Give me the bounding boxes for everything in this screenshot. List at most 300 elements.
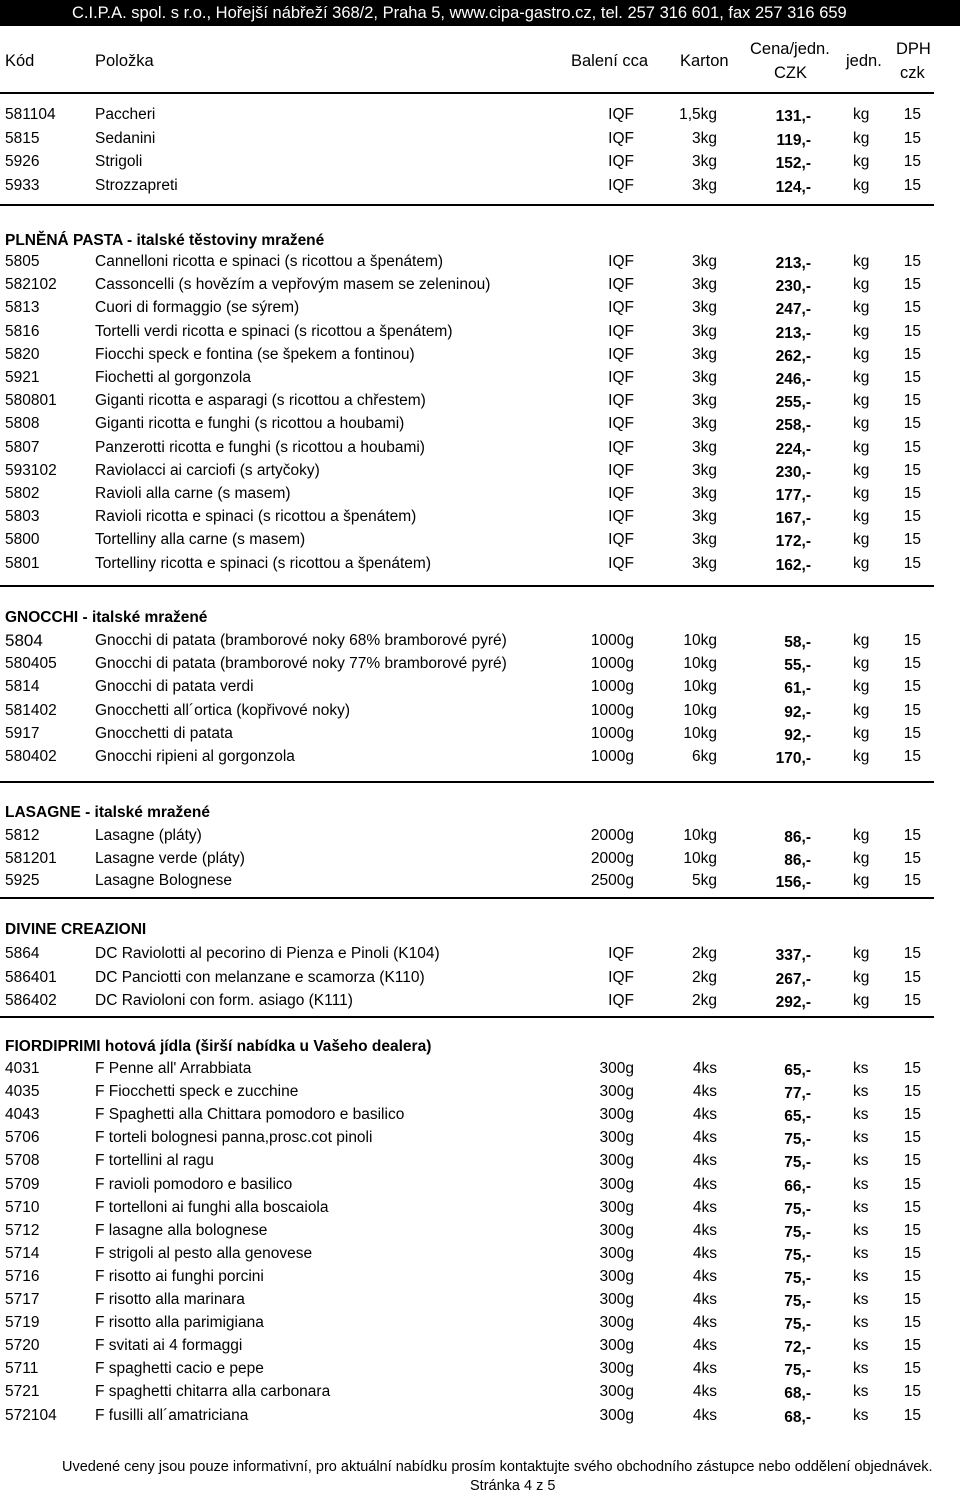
cell-baleni: IQF xyxy=(608,461,634,479)
cell-dph: 15 xyxy=(903,176,921,194)
cell-cena: 247,- xyxy=(775,301,811,319)
cell-cena: 177,- xyxy=(775,487,811,504)
cell-kod: 4035 xyxy=(5,1083,40,1101)
cell-kod: 5800 xyxy=(5,531,40,549)
table-row xyxy=(0,296,960,319)
table-row xyxy=(0,482,960,505)
cell-jedn: ks xyxy=(853,1244,869,1262)
col-cena-line1: Cena/jedn. xyxy=(750,40,830,58)
cell-jedn: kg xyxy=(853,968,870,986)
col-dph-line1: DPH xyxy=(896,40,931,58)
col-cena-line2: CZK xyxy=(774,64,807,82)
cell-karton: 3kg xyxy=(692,176,717,194)
cell-cena: 58,- xyxy=(784,634,811,651)
cell-polozka: F spaghetti cacio e pepe xyxy=(95,1360,264,1378)
cell-karton: 10kg xyxy=(683,849,717,867)
cell-dph: 15 xyxy=(903,1406,921,1424)
cell-jedn: ks xyxy=(853,1267,869,1285)
table-row xyxy=(0,552,960,575)
cell-polozka: Gnocchetti all´ortica (kopřivové noky) xyxy=(95,701,350,719)
cell-karton: 10kg xyxy=(683,827,717,844)
cell-baleni: IQF xyxy=(608,345,634,363)
cell-baleni: IQF xyxy=(608,485,634,502)
table-row xyxy=(0,869,960,892)
cell-baleni: IQF xyxy=(608,276,634,294)
cell-jedn: kg xyxy=(853,369,870,386)
cell-dph: 15 xyxy=(903,1337,921,1355)
cell-jedn: ks xyxy=(853,1152,869,1170)
cell-dph: 15 xyxy=(903,1360,921,1378)
cell-cena: 156,- xyxy=(775,874,811,891)
table-row xyxy=(0,1311,960,1334)
cell-kod: 5708 xyxy=(5,1152,40,1170)
cell-jedn: ks xyxy=(853,1175,869,1193)
cell-karton: 3kg xyxy=(692,322,717,340)
cell-kod: 5714 xyxy=(5,1244,40,1262)
cell-karton: 3kg xyxy=(692,129,717,147)
table-row xyxy=(0,127,960,150)
cell-polozka: F risotto alla parimigiana xyxy=(95,1314,264,1332)
cell-polozka: DC Raviolotti al pecorino di Pienza e Pinoli (K104) xyxy=(95,945,440,962)
cell-jedn: ks xyxy=(853,1406,869,1424)
cell-polozka: F risotto ai funghi porcini xyxy=(95,1267,264,1285)
col-dph-line2: czk xyxy=(900,64,925,82)
divider xyxy=(0,781,934,783)
cell-baleni: 300g xyxy=(599,1337,634,1355)
cell-cena: 75,- xyxy=(784,1131,811,1149)
cell-dph: 15 xyxy=(903,1198,921,1216)
cell-jedn: kg xyxy=(853,415,870,433)
cell-dph: 15 xyxy=(903,129,921,147)
cell-karton: 10kg xyxy=(683,655,717,673)
cell-cena: 213,- xyxy=(775,324,811,342)
table-row xyxy=(0,366,960,389)
cell-jedn: kg xyxy=(853,129,870,147)
table-row xyxy=(0,1057,960,1080)
cell-kod: 5712 xyxy=(5,1221,40,1239)
cell-kod: 5706 xyxy=(5,1129,40,1147)
cell-karton: 1,5kg xyxy=(679,106,717,123)
cell-kod: 5803 xyxy=(5,508,40,526)
cell-karton: 4ks xyxy=(692,1152,717,1170)
table-row xyxy=(0,847,960,870)
cell-dph: 15 xyxy=(903,253,921,270)
cell-karton: 5kg xyxy=(692,872,717,889)
cell-baleni: 300g xyxy=(599,1106,634,1124)
cell-jedn: kg xyxy=(853,322,870,340)
cell-karton: 4ks xyxy=(692,1129,717,1147)
cell-dph: 15 xyxy=(903,153,921,170)
divider xyxy=(0,897,934,899)
cell-cena: 72,- xyxy=(784,1339,811,1357)
table-row xyxy=(0,966,960,989)
cell-cena: 61,- xyxy=(784,680,811,698)
table-row xyxy=(0,320,960,343)
cell-baleni: 300g xyxy=(599,1175,634,1193)
cell-kod: 581201 xyxy=(5,849,57,867)
cell-dph: 15 xyxy=(903,655,921,673)
cell-kod: 5716 xyxy=(5,1267,40,1285)
cell-baleni: IQF xyxy=(608,392,634,410)
cell-cena: 172,- xyxy=(775,533,811,551)
cell-cena: 162,- xyxy=(775,556,811,574)
cell-karton: 4ks xyxy=(692,1267,717,1285)
cell-cena: 213,- xyxy=(775,255,811,272)
cell-baleni: 1000g xyxy=(590,655,634,673)
cell-dph: 15 xyxy=(903,1244,921,1262)
cell-jedn: kg xyxy=(853,253,870,270)
cell-karton: 2kg xyxy=(692,968,717,986)
table-row xyxy=(0,1219,960,1242)
cell-polozka: Gnocchi di patata (bramborové noky 77% bramborové pyré) xyxy=(95,655,507,673)
cell-jedn: kg xyxy=(853,827,870,844)
cell-jedn: kg xyxy=(853,438,870,456)
page-number: Stránka 4 z 5 xyxy=(470,1478,556,1494)
cell-karton: 2kg xyxy=(692,945,717,962)
cell-polozka: Giganti ricotta e asparagi (s ricottou a chřestem) xyxy=(95,392,426,410)
cell-cena: 75,- xyxy=(784,1316,811,1334)
cell-dph: 15 xyxy=(903,1152,921,1170)
cell-cena: 68,- xyxy=(784,1385,811,1403)
table-row xyxy=(0,343,960,366)
cell-baleni: 300g xyxy=(599,1198,634,1216)
divider xyxy=(0,92,934,94)
cell-dph: 15 xyxy=(903,1267,921,1285)
cell-jedn: ks xyxy=(853,1383,869,1401)
cell-cena: 66,- xyxy=(784,1177,811,1195)
table-row xyxy=(0,652,960,675)
table-row xyxy=(0,1080,960,1103)
cell-dph: 15 xyxy=(903,724,921,742)
cell-polozka: Sedanini xyxy=(95,129,156,147)
cell-kod: 5926 xyxy=(5,153,40,170)
cell-cena: 167,- xyxy=(775,510,811,528)
cell-dph: 15 xyxy=(903,827,921,844)
cell-kod: 5813 xyxy=(5,299,40,317)
cell-dph: 15 xyxy=(903,945,921,962)
cell-dph: 15 xyxy=(903,968,921,986)
cell-karton: 2kg xyxy=(692,992,717,1009)
cell-baleni: IQF xyxy=(608,176,634,194)
cell-kod: 5802 xyxy=(5,485,40,502)
col-kod: Kód xyxy=(5,52,35,70)
table-row xyxy=(0,436,960,459)
cell-kod: 5711 xyxy=(5,1360,39,1378)
section-title-divine: DIVINE CREAZIONI xyxy=(5,921,147,938)
cell-jedn: ks xyxy=(853,1083,869,1101)
cell-jedn: kg xyxy=(853,299,870,317)
cell-baleni: 300g xyxy=(599,1244,634,1262)
cell-cena: 75,- xyxy=(784,1269,811,1287)
table-row xyxy=(0,942,960,965)
cell-polozka: DC Panciotti con melanzane e scamorza (K110) xyxy=(95,968,425,986)
table-row xyxy=(0,412,960,435)
cell-polozka: Gnocchetti di patata xyxy=(95,724,233,742)
cell-polozka: Giganti ricotta e funghi (s ricottou a houbami) xyxy=(95,415,405,433)
cell-polozka: Raviolacci ai carciofi (s artyčoky) xyxy=(95,461,320,479)
cell-kod: 5808 xyxy=(5,415,40,433)
cell-dph: 15 xyxy=(903,1129,921,1147)
table-row xyxy=(0,989,960,1012)
cell-dph: 15 xyxy=(903,992,921,1009)
cell-cena: 75,- xyxy=(784,1362,811,1380)
cell-kod: 582102 xyxy=(5,276,57,294)
cell-dph: 15 xyxy=(903,701,921,719)
cell-cena: 119,- xyxy=(776,131,811,149)
cell-kod: 5710 xyxy=(5,1198,40,1216)
cell-dph: 15 xyxy=(903,554,921,572)
cell-kod: 5804 xyxy=(5,631,43,650)
cell-baleni: 300g xyxy=(599,1291,634,1308)
cell-kod: 580405 xyxy=(5,655,57,673)
cell-karton: 10kg xyxy=(683,632,717,649)
cell-jedn: ks xyxy=(853,1060,869,1077)
cell-jedn: kg xyxy=(853,724,870,742)
divider xyxy=(0,1016,934,1018)
cell-cena: 65,- xyxy=(784,1108,811,1126)
table-row xyxy=(0,528,960,551)
cell-dph: 15 xyxy=(903,1221,921,1239)
cell-polozka: Paccheri xyxy=(95,106,156,123)
cell-jedn: kg xyxy=(853,701,870,719)
cell-polozka: F tortellini al ragu xyxy=(95,1152,214,1170)
cell-dph: 15 xyxy=(903,415,921,433)
cell-kod: 5917 xyxy=(5,724,40,742)
column-header xyxy=(0,38,960,90)
cell-dph: 15 xyxy=(903,106,921,123)
table-row xyxy=(0,389,960,412)
cell-cena: 230,- xyxy=(775,278,811,296)
cell-baleni: IQF xyxy=(608,554,634,572)
cell-cena: 262,- xyxy=(775,347,811,365)
cell-cena: 75,- xyxy=(784,1223,811,1241)
cell-karton: 3kg xyxy=(692,392,717,410)
cell-kod: 5925 xyxy=(5,872,40,889)
cell-baleni: IQF xyxy=(608,322,634,340)
table-row xyxy=(0,459,960,482)
cell-baleni: 300g xyxy=(599,1383,634,1401)
cell-baleni: IQF xyxy=(608,992,634,1009)
cell-karton: 3kg xyxy=(692,438,717,456)
cell-polozka: F risotto alla marinara xyxy=(95,1291,245,1308)
cell-polozka: F svitati ai 4 formaggi xyxy=(95,1337,243,1355)
cell-dph: 15 xyxy=(903,1314,921,1332)
cell-cena: 77,- xyxy=(784,1085,811,1103)
cell-baleni: 2000g xyxy=(590,827,634,844)
cell-karton: 3kg xyxy=(692,508,717,526)
cell-cena: 255,- xyxy=(775,394,811,412)
cell-karton: 3kg xyxy=(692,299,717,317)
cell-dph: 15 xyxy=(903,392,921,410)
cell-cena: 55,- xyxy=(784,657,811,675)
cell-baleni: 300g xyxy=(599,1360,634,1378)
cell-jedn: ks xyxy=(853,1198,869,1216)
table-row xyxy=(0,273,960,296)
cell-polozka: Cassoncelli (s hovězím a vepřovým masem se zeleninou) xyxy=(95,276,491,294)
cell-cena: 246,- xyxy=(775,371,811,388)
cell-karton: 6kg xyxy=(692,748,717,765)
cell-baleni: 1000g xyxy=(590,748,634,765)
cell-polozka: Gnocchi ripieni al gorgonzola xyxy=(95,748,295,765)
table-row xyxy=(0,1149,960,1172)
cell-jedn: kg xyxy=(853,632,870,649)
company-banner-text: C.I.P.A. spol. s r.o., Hořejší nábřeží 368/2, Praha 5, www.cipa-gastro.cz, tel. 257 316 601, fax 257 316 659 xyxy=(72,4,847,22)
cell-polozka: Fiocchi speck e fontina (se špekem a fontinou) xyxy=(95,345,415,363)
cell-karton: 4ks xyxy=(692,1291,717,1308)
table-row xyxy=(0,745,960,768)
cell-polozka: Cuori di formaggio (se sýrem) xyxy=(95,299,300,317)
cell-baleni: 300g xyxy=(599,1060,634,1077)
cell-jedn: kg xyxy=(853,554,870,572)
cell-karton: 3kg xyxy=(692,415,717,433)
cell-jedn: kg xyxy=(853,849,870,867)
cell-jedn: kg xyxy=(853,678,870,696)
cell-jedn: kg xyxy=(853,176,870,194)
cell-kod: 581104 xyxy=(5,106,56,123)
cell-dph: 15 xyxy=(903,872,921,889)
cell-polozka: F Penne all' Arrabbiata xyxy=(95,1060,252,1077)
cell-polozka: Strigoli xyxy=(95,153,143,170)
cell-kod: 5815 xyxy=(5,129,40,147)
cell-baleni: IQF xyxy=(608,415,634,433)
cell-dph: 15 xyxy=(903,849,921,867)
table-row xyxy=(0,1380,960,1403)
cell-dph: 15 xyxy=(903,678,921,696)
cell-jedn: kg xyxy=(853,345,870,363)
cell-polozka: Panzerotti ricotta e funghi (s ricottou a houbami) xyxy=(95,438,425,456)
cell-kod: 580402 xyxy=(5,748,57,765)
table-row xyxy=(0,1126,960,1149)
cell-polozka: F ravioli pomodoro e basilico xyxy=(95,1175,293,1193)
cell-karton: 4ks xyxy=(692,1406,717,1424)
cell-karton: 3kg xyxy=(692,345,717,363)
cell-dph: 15 xyxy=(903,1291,921,1308)
cell-baleni: 1000g xyxy=(590,632,634,649)
cell-kod: 4043 xyxy=(5,1106,40,1124)
cell-dph: 15 xyxy=(903,299,921,317)
cell-karton: 4ks xyxy=(692,1106,717,1124)
cell-kod: 593102 xyxy=(5,461,57,479)
table-row xyxy=(0,1334,960,1357)
cell-baleni: 1000g xyxy=(590,678,634,696)
cell-jedn: ks xyxy=(853,1291,869,1308)
cell-jedn: ks xyxy=(853,1360,869,1378)
cell-karton: 3kg xyxy=(692,153,717,170)
cell-polozka: F spaghetti chitarra alla carbonara xyxy=(95,1383,331,1401)
cell-dph: 15 xyxy=(903,531,921,549)
cell-kod: 586401 xyxy=(5,968,57,986)
cell-jedn: kg xyxy=(853,508,870,526)
cell-polozka: F fusilli all´amatriciana xyxy=(95,1406,249,1424)
footer-note: Uvedené ceny jsou pouze informativní, pro aktuální nabídku prosím kontaktujte svého obchodního zástupce nebo oddělení objednávek. xyxy=(62,1459,933,1475)
cell-cena: 68,- xyxy=(784,1408,811,1426)
cell-jedn: kg xyxy=(853,748,870,765)
cell-baleni: 1000g xyxy=(590,701,634,719)
cell-cena: 258,- xyxy=(775,417,811,435)
cell-karton: 4ks xyxy=(692,1314,717,1332)
cell-karton: 3kg xyxy=(692,554,717,572)
cell-baleni: 1000g xyxy=(590,724,634,742)
cell-jedn: kg xyxy=(853,992,870,1009)
cell-karton: 4ks xyxy=(692,1175,717,1193)
table-row xyxy=(0,629,960,652)
table-row xyxy=(0,675,960,698)
cell-jedn: kg xyxy=(853,485,870,502)
cell-baleni: IQF xyxy=(608,531,634,549)
cell-karton: 10kg xyxy=(683,724,717,742)
cell-dph: 15 xyxy=(903,438,921,456)
cell-polozka: Ravioli ricotta e spinaci (s ricottou a špenátem) xyxy=(95,508,417,526)
cell-dph: 15 xyxy=(903,1106,921,1124)
cell-kod: 5805 xyxy=(5,253,40,270)
table-row xyxy=(0,174,960,197)
cell-baleni: IQF xyxy=(608,968,634,986)
cell-baleni: 300g xyxy=(599,1152,634,1170)
table-row xyxy=(0,1103,960,1126)
table-row xyxy=(0,250,960,273)
cell-polozka: Strozzapreti xyxy=(95,176,178,194)
cell-baleni: 2500g xyxy=(590,872,634,889)
cell-dph: 15 xyxy=(903,1383,921,1401)
cell-karton: 4ks xyxy=(692,1221,717,1239)
table-row xyxy=(0,722,960,745)
cell-cena: 152,- xyxy=(775,155,811,172)
cell-dph: 15 xyxy=(903,322,921,340)
cell-kod: 5721 xyxy=(5,1383,40,1401)
cell-karton: 4ks xyxy=(692,1198,717,1216)
table-row xyxy=(0,1242,960,1265)
cell-baleni: IQF xyxy=(608,508,634,526)
cell-jedn: kg xyxy=(853,106,870,123)
table-row xyxy=(0,1173,960,1196)
cell-polozka: Tortelliny alla carne (s masem) xyxy=(95,531,306,549)
cell-baleni: 300g xyxy=(599,1083,634,1101)
cell-karton: 4ks xyxy=(692,1383,717,1401)
cell-dph: 15 xyxy=(903,1175,921,1193)
cell-baleni: IQF xyxy=(608,253,634,270)
cell-cena: 124,- xyxy=(775,178,811,196)
cell-kod: 586402 xyxy=(5,992,57,1009)
cell-kod: 5812 xyxy=(5,827,40,844)
cell-jedn: kg xyxy=(853,531,870,549)
cell-kod: 5709 xyxy=(5,1175,40,1193)
cell-dph: 15 xyxy=(903,508,921,526)
table-row xyxy=(0,824,960,847)
cell-dph: 15 xyxy=(903,461,921,479)
cell-baleni: 300g xyxy=(599,1267,634,1285)
cell-karton: 4ks xyxy=(692,1337,717,1355)
cell-baleni: IQF xyxy=(608,369,634,386)
cell-jedn: ks xyxy=(853,1314,869,1332)
cell-baleni: IQF xyxy=(608,153,634,170)
cell-cena: 337,- xyxy=(775,947,811,964)
cell-cena: 75,- xyxy=(784,1200,811,1218)
cell-jedn: kg xyxy=(853,153,870,170)
cell-kod: 5820 xyxy=(5,345,40,363)
col-jedn: jedn. xyxy=(846,52,882,70)
cell-jedn: kg xyxy=(853,945,870,962)
section-title-gnocchi: GNOCCHI - italské mražené xyxy=(5,609,208,626)
table-row xyxy=(0,1404,960,1427)
cell-kod: 5864 xyxy=(5,945,40,962)
cell-baleni: IQF xyxy=(608,299,634,317)
cell-cena: 86,- xyxy=(784,851,811,869)
divider xyxy=(0,585,934,587)
cell-karton: 4ks xyxy=(692,1060,717,1077)
col-karton: Karton xyxy=(680,52,729,70)
cell-karton: 3kg xyxy=(692,461,717,479)
cell-jedn: kg xyxy=(853,392,870,410)
